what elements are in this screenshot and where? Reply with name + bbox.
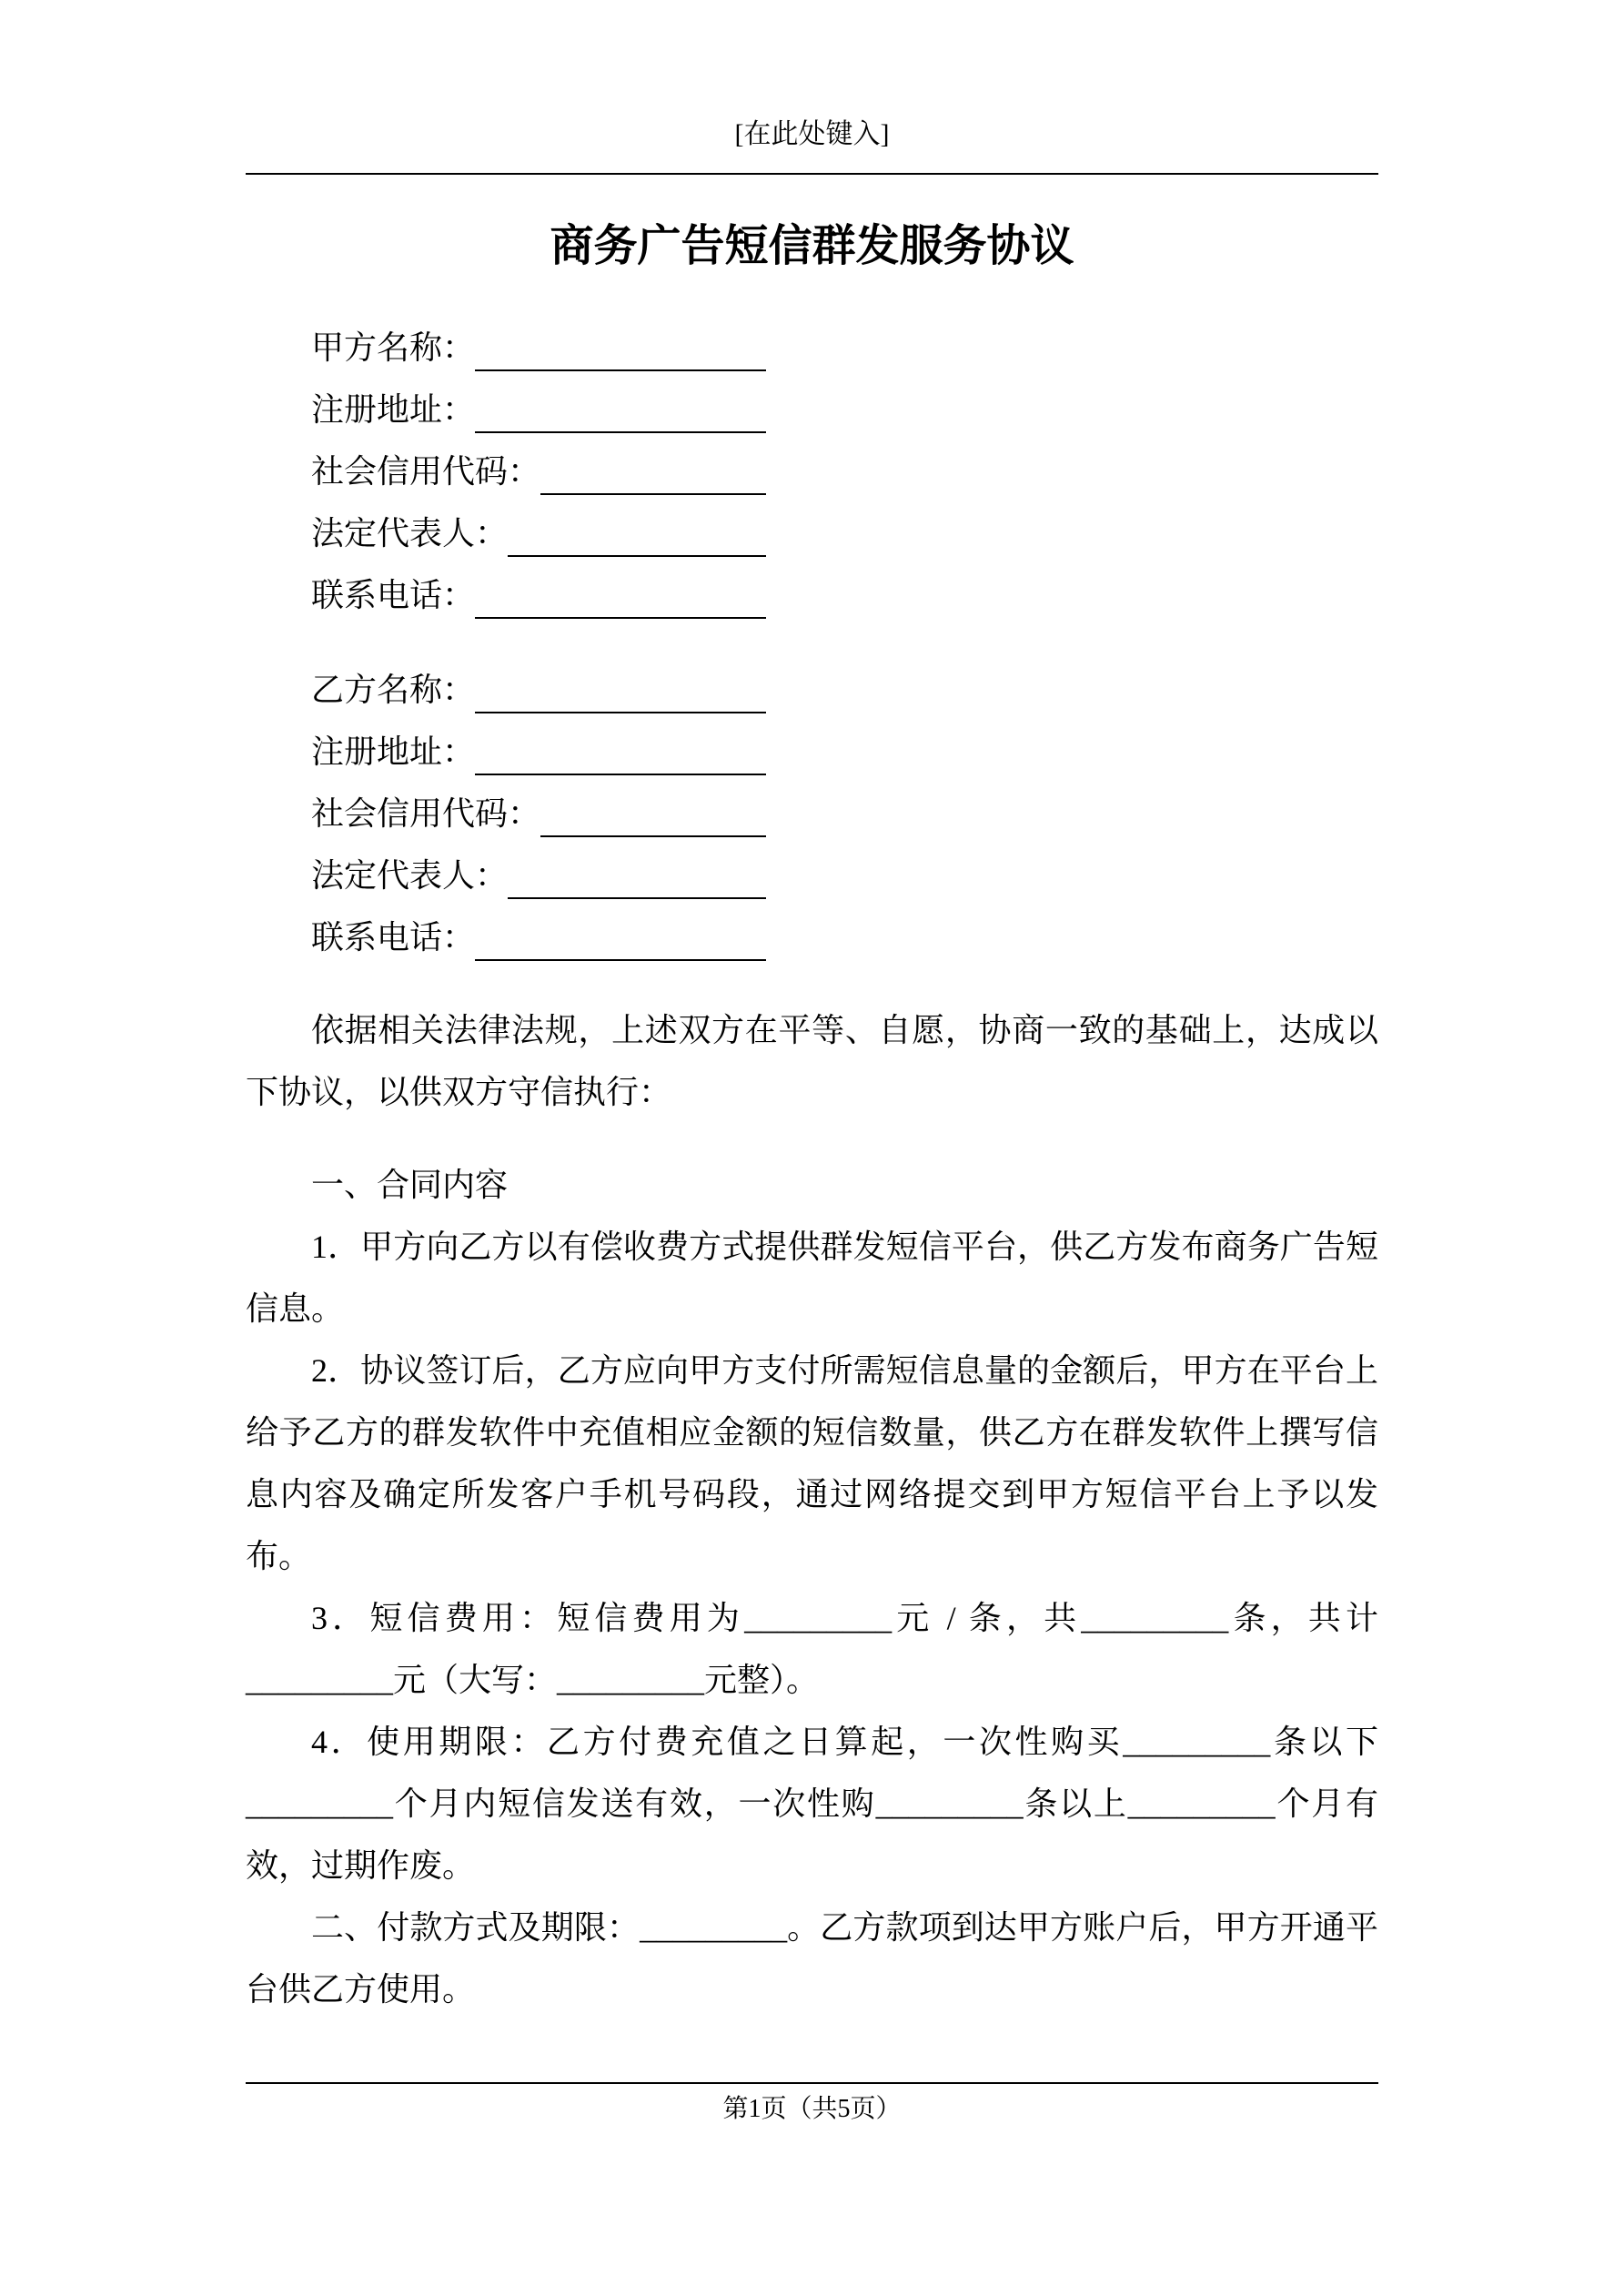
clause-4-paragraph: 4．使用期限：乙方付费充值之日算起，一次性购买_________条以下_________个月内短信发送有效，一次性购_________条以上_________个月有效，过期作废。 [246, 1724, 1378, 1884]
clause-1-paragraph: 1．甲方向乙方以有偿收费方式提供群发短信平台，供乙方发布商务广告短信息。 [246, 1229, 1378, 1327]
party-a-fields [246, 317, 1378, 626]
party-a-credit-code-row [311, 440, 766, 502]
party-b-legal-rep-label: 法定代表人： [311, 857, 509, 894]
document-title: 商务广告短信群发服务协议 [550, 222, 1074, 270]
party-a-legal-rep-blank [508, 506, 766, 557]
intro-paragraph: 依据相关法律法规，上述双方在平等、自愿，协商一致的基础上，达成以下协议，以供双方守信执行： [246, 1012, 1378, 1110]
party-a-credit-code-blank [540, 444, 766, 495]
party-b-phone-label: 联系电话： [311, 919, 476, 956]
clause-3-paragraph: 3．短信费用：短信费用为_________元 / 条，共_________条，共计_________元（大写：_________元整）。 [246, 1600, 1378, 1698]
party-b-phone-row [311, 906, 766, 968]
party-a-phone-blank [475, 568, 766, 619]
header-rule [246, 173, 1378, 175]
party-a-phone-row [311, 564, 766, 626]
party-a-phone-label: 联系电话： [311, 577, 476, 613]
party-a-address-blank [475, 382, 766, 433]
party-b-legal-rep-row [311, 845, 766, 906]
document-footer [246, 2082, 1378, 2126]
clause-2-paragraph: 2．协议签订后，乙方应向甲方支付所需短信息量的金额后，甲方在平台上给予乙方的群发软件中充值相应金额的短信数量，供乙方在群发软件上撰写信息内容及确定所发客户手机号码段，通过网络提交到甲方短信平台上予以发布。 [246, 1352, 1378, 1574]
party-b-address-label: 注册地址： [311, 733, 476, 770]
party-b-credit-code-blank [540, 786, 766, 837]
party-a-name-row [311, 317, 766, 379]
section-1-heading: 一、合同内容 [311, 1167, 509, 1203]
party-a-legal-rep-label: 法定代表人： [311, 515, 509, 551]
party-b-credit-code-row [311, 783, 766, 845]
party-b-address-blank [475, 724, 766, 775]
party-a-name-blank [475, 320, 766, 371]
party-b-fields [246, 659, 1378, 968]
party-a-name-label: 甲方名称： [311, 329, 476, 366]
party-b-name-blank [475, 663, 766, 713]
party-a-address-row [311, 379, 766, 440]
party-b-name-label: 乙方名称： [311, 672, 476, 708]
section-2-paragraph: 二、付款方式及期限：_________。乙方款项到达甲方账户后，甲方开通平台供乙方使用。 [246, 1909, 1378, 2008]
party-b-credit-code-label: 社会信用代码： [311, 795, 541, 832]
document-body [246, 317, 1378, 2020]
party-a-credit-code-label: 社会信用代码： [311, 453, 541, 490]
document-header [246, 0, 1378, 175]
party-a-address-label: 注册地址： [311, 391, 476, 428]
header-placeholder-text: [在此处键入] [734, 119, 890, 149]
party-b-address-row [311, 721, 766, 783]
footer-page-number: 第1页（共5页） [722, 2095, 902, 2123]
party-b-name-row [311, 659, 766, 721]
party-b-phone-blank [475, 910, 766, 961]
party-b-legal-rep-blank [508, 848, 766, 899]
party-a-legal-rep-row [311, 502, 766, 564]
